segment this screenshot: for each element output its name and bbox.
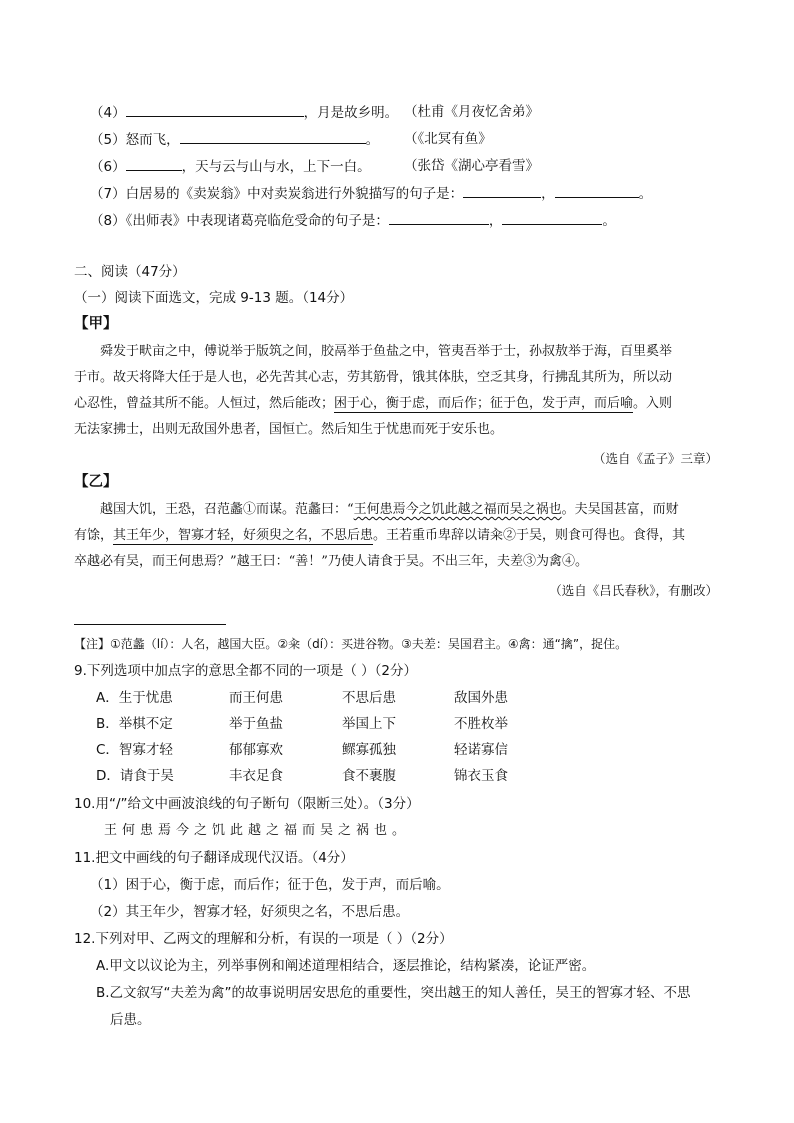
separator: ， (541, 186, 555, 202)
option-b-item: 举国上下 (342, 716, 396, 732)
option-d-label[interactable]: D．请食于吴 (96, 768, 174, 784)
passage-b-label: 【乙】 (74, 474, 118, 490)
answer-blank[interactable] (126, 156, 182, 171)
question-7-text: （7）白居易的《卖炭翁》中对卖炭翁进行外貌描写的句子是： (90, 186, 464, 202)
passage-text: 越国大饥，王恐，召范蠡①而谋。范蠡曰：“ (100, 502, 354, 517)
question-7 (90, 183, 652, 204)
option-c-item: 轻诺寡信 (454, 742, 508, 758)
passage-text: 。王若重币卑辞以请籴②于吴，则食可得也。食得，其 (373, 528, 686, 543)
question-12-option-a[interactable]: A.甲文以议论为主，列举事例和阐述道理相结合，逐层推论，结构紧凑，论证严密。 (96, 958, 596, 974)
question-6 (90, 156, 371, 177)
option-d-item: 丰衣足食 (229, 768, 283, 784)
answer-blank[interactable] (180, 129, 366, 144)
passage-text: 。入则 (633, 396, 673, 411)
footnote: 【注】①范蠡（lí）：人名，越国大臣。②籴（dí）：买进谷物。③夫差：吴国君主。④禽：通“擒”，捉住。 (74, 637, 628, 651)
section-part-title: （一）阅读下面选文，完成 9-13 题。（14分） (74, 290, 354, 306)
option-a-item: 敌国外患 (454, 690, 508, 706)
question-12-option-b-continued: 后患。 (110, 1012, 151, 1028)
passage-text: 心忍性，曾益其所不能。人恒过，然后能改； (74, 396, 335, 411)
period: 。 (602, 213, 616, 229)
question-5-prefix: （5）怒而飞， (90, 132, 180, 148)
passage-b-line (74, 526, 685, 546)
question-10-stem: 10.用“/”给文中画波浪线的句子断句（限断三处）。（3分） (74, 796, 420, 812)
option-b-label[interactable]: B．举棋不定 (96, 716, 173, 732)
question-12-option-b[interactable]: B.乙文叙写“夫差为禽”的故事说明居安思危的重要性，突出越王的知人善任，吴王的智寡才轻、不思 (96, 985, 691, 1001)
passage-b-line (100, 500, 679, 520)
answer-blank[interactable] (389, 210, 489, 225)
footnote-divider (74, 624, 226, 625)
option-b-item: 举于鱼盐 (229, 716, 283, 732)
passage-text: 。夫吴国甚富，而财 (561, 502, 679, 517)
passage-a-source: （选自《孟子》三章） (592, 451, 718, 466)
question-8 (90, 210, 616, 231)
question-4-source: （杜甫《月夜忆舍弟》 (404, 104, 539, 120)
passage-a-line: 于市。故天将降大任于是人也，必先苦其心志，劳其筋骨，饿其体肤，空乏其身，行拂乱其所为，所以动 (74, 370, 673, 385)
section-title: 二、阅读（47分） (74, 264, 186, 280)
question-4-text: ，月是故乡明。 (303, 105, 399, 121)
option-d-item: 锦衣玉食 (454, 768, 508, 784)
question-5 (90, 129, 379, 150)
period: 。 (638, 186, 653, 202)
option-d-item: 食不裹腹 (342, 768, 396, 784)
question-4-number: （4） (90, 105, 126, 121)
passage-a-line: 舜发于畎亩之中，傅说举于版筑之间，胶鬲举于鱼盐之中，管夷吾举于士，孙叔敖举于海，百里奚举 (100, 344, 673, 359)
option-b-item: 不胜枚举 (454, 716, 508, 732)
answer-blank[interactable] (126, 102, 304, 117)
option-c-label[interactable]: C．智寡才轻 (96, 742, 173, 758)
question-9-stem: 9.下列选项中加点字的意思全都不同的一项是（ ）（2分） (74, 663, 418, 679)
answer-blank[interactable] (502, 210, 602, 225)
passage-a-line: 无法家拂士，出则无敌国外患者，国恒亡。然后知生于忧患而死于安乐也。 (74, 422, 504, 437)
passage-b-line: 卒越必有吴，而王何患焉？”越王曰：“善！”乃使人请食于吴。不出三年，夫差③为禽④。 (74, 554, 588, 569)
passage-text: 有馀， (74, 528, 114, 543)
option-c-item: 郁郁寡欢 (229, 742, 283, 758)
separator: ， (488, 213, 503, 229)
question-11-sentence-2: （2）其王年少，智寡才轻，好须臾之名，不思后患。 (90, 904, 410, 920)
answer-blank[interactable] (463, 183, 541, 198)
question-5-source: （《北冥有鱼》 (404, 131, 492, 147)
underlined-sentence: 困于心，衡于虑，而后作；征于色，发于声，而后喻 (334, 396, 634, 411)
option-a-item: 不思后患 (342, 690, 396, 706)
passage-a-label: 【甲】 (74, 316, 118, 332)
option-a-item: 而王何患 (229, 690, 283, 706)
question-6-number: （6） (90, 159, 126, 175)
question-12-stem: 12.下列对甲、乙两文的理解和分析，有误的一项是（ ）（2分） (74, 931, 453, 947)
question-6-text: ，天与云与山与水，上下一白。 (181, 159, 371, 175)
passage-a-line (74, 394, 672, 414)
question-11-stem: 11.把文中画线的句子翻译成现代汉语。（4分） (74, 850, 354, 866)
option-c-item: 鳏寡孤独 (342, 742, 396, 758)
question-6-source: （张岱《湖心亭看雪》 (404, 158, 539, 174)
question-5-text: 。 (365, 132, 380, 148)
question-10-sentence: 王何患焉今之饥此越之福而吴之祸也。 (104, 823, 411, 838)
answer-blank[interactable] (555, 183, 639, 198)
question-11-sentence-1: （1）困于心，衡于虑，而后作；征于色，发于声，而后喻。 (90, 877, 450, 893)
wavy-underlined-sentence: 王何患焉今之饥此越之福而吴之祸也 (353, 502, 562, 517)
underlined-sentence: 其王年少，智寡才轻，好须臾之名，不思后患 (113, 528, 374, 543)
question-8-text: （8）《出师表》中表现诸葛亮临危受命的句子是： (90, 213, 389, 229)
passage-b-source: （选自《吕氏春秋》，有删改） (549, 583, 718, 598)
option-a-label[interactable]: A．生于忧患 (96, 690, 173, 706)
question-4 (90, 102, 398, 123)
